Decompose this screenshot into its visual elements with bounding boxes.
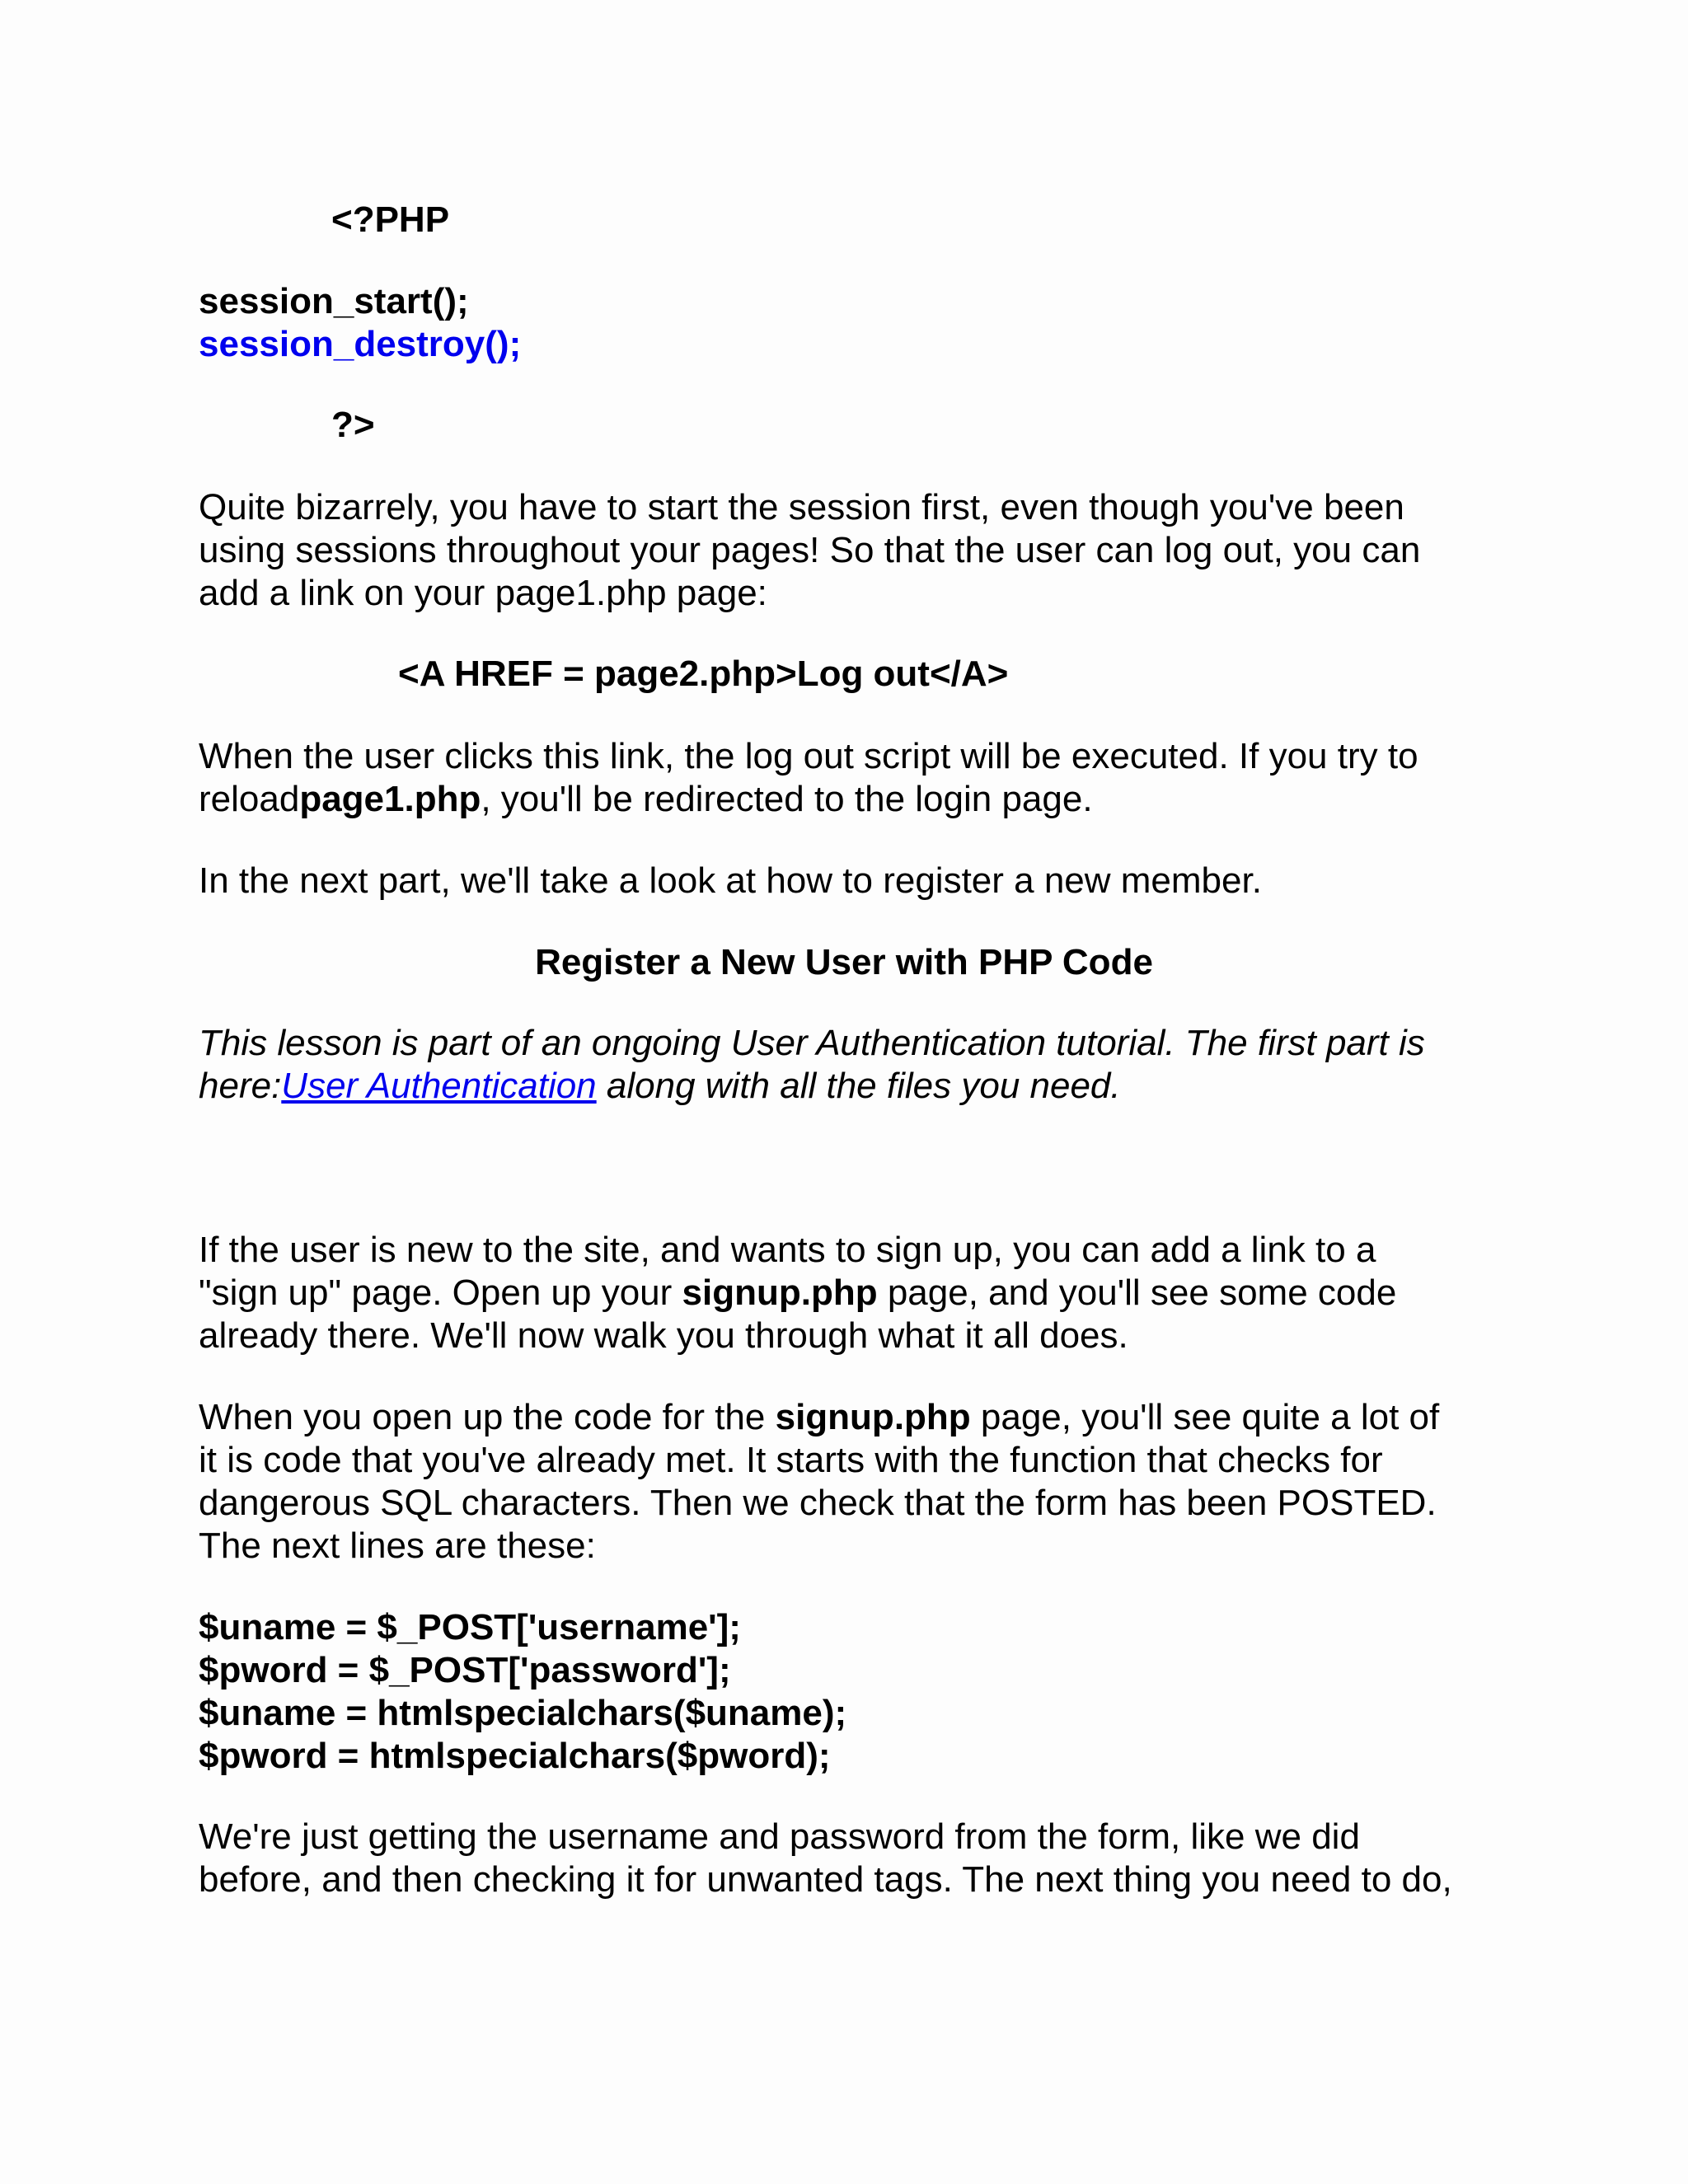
code-session-start: session_start();: [199, 281, 469, 321]
paragraph-signup-code: When you open up the code for the signup.php page, you'll see quite a lot of it is code that you've already met. It starts with the function that checks for dangerous SQL characters. Then we check that the form has been POSTED. The next lines are these:: [199, 1397, 1440, 1566]
paragraph-session-start-note: Quite bizarrely, you have to start the session first, even though you've been using sessions throughout your pages! So that the user can log out, you can add a link on your page1.php page:: [199, 487, 1421, 613]
user-authentication-link[interactable]: User Authentication: [281, 1066, 597, 1106]
paragraph-signup-intro: If the user is new to the site, and wants to sign up, you can add a link to a "sign up" page. Open up your signup.php page, and you'll see some code already there. We'll now walk you through what it all does.: [199, 1230, 1397, 1356]
code-session-destroy: session_destroy();: [199, 324, 522, 364]
code-post-block: $uname = $_POST['username']; $pword = $_POST['password']; $uname = htmlspecialchars($uname); $pword = htmlspecialchars($pword);: [199, 1607, 847, 1776]
section-heading: Register a New User with PHP Code: [535, 942, 1153, 982]
paragraph-getting-credentials: We're just getting the username and password from the form, like we did before, and then checking it for unwanted tags. The next thing you need to do,: [199, 1816, 1452, 1900]
lesson-intro: This lesson is part of an ongoing User Authentication tutorial. The first part is here:User Authentication along with all the files you need.: [199, 1023, 1425, 1106]
code-logout-block: [199, 280, 1517, 366]
code-php-close-tag: ?>: [331, 405, 375, 445]
paragraph-logout-click: When the user clicks this link, the log out script will be executed. If you try to reloadpage1.php, you'll be redirected to the login page.: [199, 736, 1418, 819]
paragraph-next-part: In the next part, we'll take a look at how to register a new member.: [199, 860, 1262, 901]
code-php-open-tag: <?PHP: [331, 199, 450, 240]
code-logout-link: <A HREF = page2.php>Log out</A>: [398, 654, 1009, 694]
